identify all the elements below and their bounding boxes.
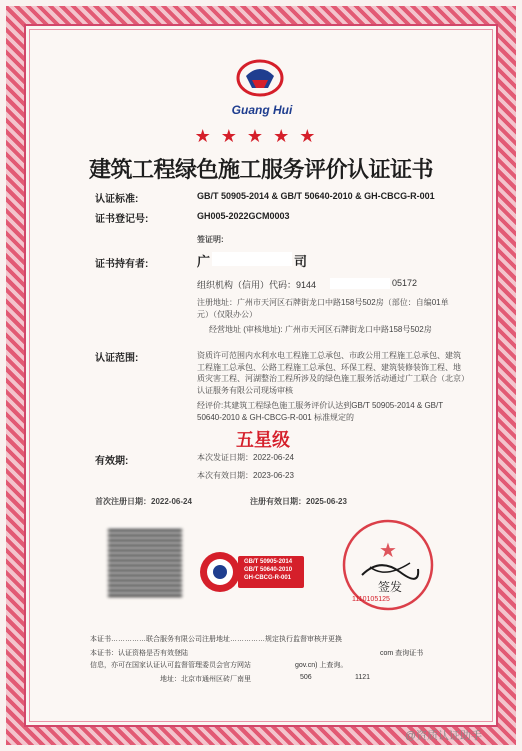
scope-text: 资质许可范围内水利水电工程施工总承包、市政公用工程施工总承包、建筑工程施工总承包、公路工程施工总承包、环保工程、建筑装修装饰工程、地质灾害工程、河湖整治工程所涉及的绿色施工服务活动通过广工联合（北京）认证服务有限公司现场审核 xyxy=(197,351,465,395)
holder-name-start: 广 xyxy=(197,254,211,269)
registration-expiry-value: 2025-06-23 xyxy=(306,497,347,506)
expire-date: 本次有效日期：2023-06-23 xyxy=(197,471,294,480)
first-registration-label: 首次注册日期： xyxy=(95,497,151,506)
rating-stars: ★★★★★ xyxy=(194,126,326,146)
scope-label: 认证范围: xyxy=(95,353,139,364)
cert-mark-line: GB/T 50905-2014 xyxy=(244,559,293,565)
first-registration xyxy=(95,496,192,507)
redacted-block xyxy=(330,278,390,289)
watermark: @资质认证助手 xyxy=(404,730,482,742)
certificate-title: 建筑工程绿色施工服务评价认证证书 xyxy=(88,158,433,183)
certification-mark-text xyxy=(244,558,292,582)
footer-line-2a: 本证书：认证资格是否有效登陆 xyxy=(90,650,188,657)
issuer-sign: 签发 xyxy=(378,580,403,594)
registration-expiry-label: 注册有效日期： xyxy=(250,497,306,506)
org-code-suffix: 05172 xyxy=(392,278,418,288)
cert-no-label: 证书登记号: xyxy=(95,214,149,225)
brand-name: Guang Hui xyxy=(231,103,293,117)
footer-line-3b: gov.cn) 上查询。 xyxy=(295,662,348,669)
operating-address: 经营地址 (审核地址): 广州市天河区石牌街龙口中路158号502房 xyxy=(209,325,432,334)
standard-label: 认证标准: xyxy=(95,194,139,205)
footer-line-4a: 地址：北京市通州区砖厂南里 xyxy=(160,676,251,683)
footer-line-2b: com 查询证书 xyxy=(380,650,424,657)
qr-code-icon xyxy=(108,527,182,597)
svg-text:★: ★ xyxy=(379,538,397,562)
standard-value: GB/T 50905-2014 & GB/T 50640-2010 & GH-CBCG-R-001 xyxy=(197,191,435,201)
redacted-block xyxy=(212,252,292,266)
evaluation-text: 经评价:其建筑工程绿色施工服务评价认达到GB/T 50905-2014 & GB/T 50640-2010 & GH-CBCG-R-001 标准规定的 xyxy=(197,401,443,422)
org-code-prefix: 组织机构（信用）代码：9144 xyxy=(197,280,317,290)
cert-no-value: GH005-2022GCM0003 xyxy=(197,211,290,221)
certification-mark xyxy=(198,550,308,594)
registration-expiry xyxy=(250,496,347,507)
holder-name-end: 司 xyxy=(294,254,308,269)
visa-label: 签证明: xyxy=(197,235,224,244)
cert-mark-line: GB/T 50640-2010 xyxy=(244,567,293,573)
footer-line-1: 本证书……………联合服务有限公司注册地址……………规定执行监督审核并更换 xyxy=(90,636,342,643)
grade-five-star: 五星级 xyxy=(236,430,290,451)
footer-line-3a: 信息，亦可在国家认证认可监督管理委员会官方网站 xyxy=(90,662,251,669)
issue-date: 本次发证日期：2022-06-24 xyxy=(197,453,294,462)
holder-label: 证书持有者: xyxy=(95,259,149,270)
cert-mark-line: GH-CBCG-R-001 xyxy=(244,575,292,581)
brand-logo-icon xyxy=(236,58,284,98)
seal-number: 1110105125 xyxy=(352,596,390,603)
registered-address: 注册地址：广州市天河区石牌街龙口中路158号502房（部位：自编01单元）（仅限办公） xyxy=(197,298,449,319)
first-registration-value: 2022-06-24 xyxy=(151,497,192,506)
validity-label: 有效期: xyxy=(95,456,129,467)
footer-line-4b: 506 xyxy=(300,674,312,681)
footer-line-4c: 1121 xyxy=(355,674,371,681)
